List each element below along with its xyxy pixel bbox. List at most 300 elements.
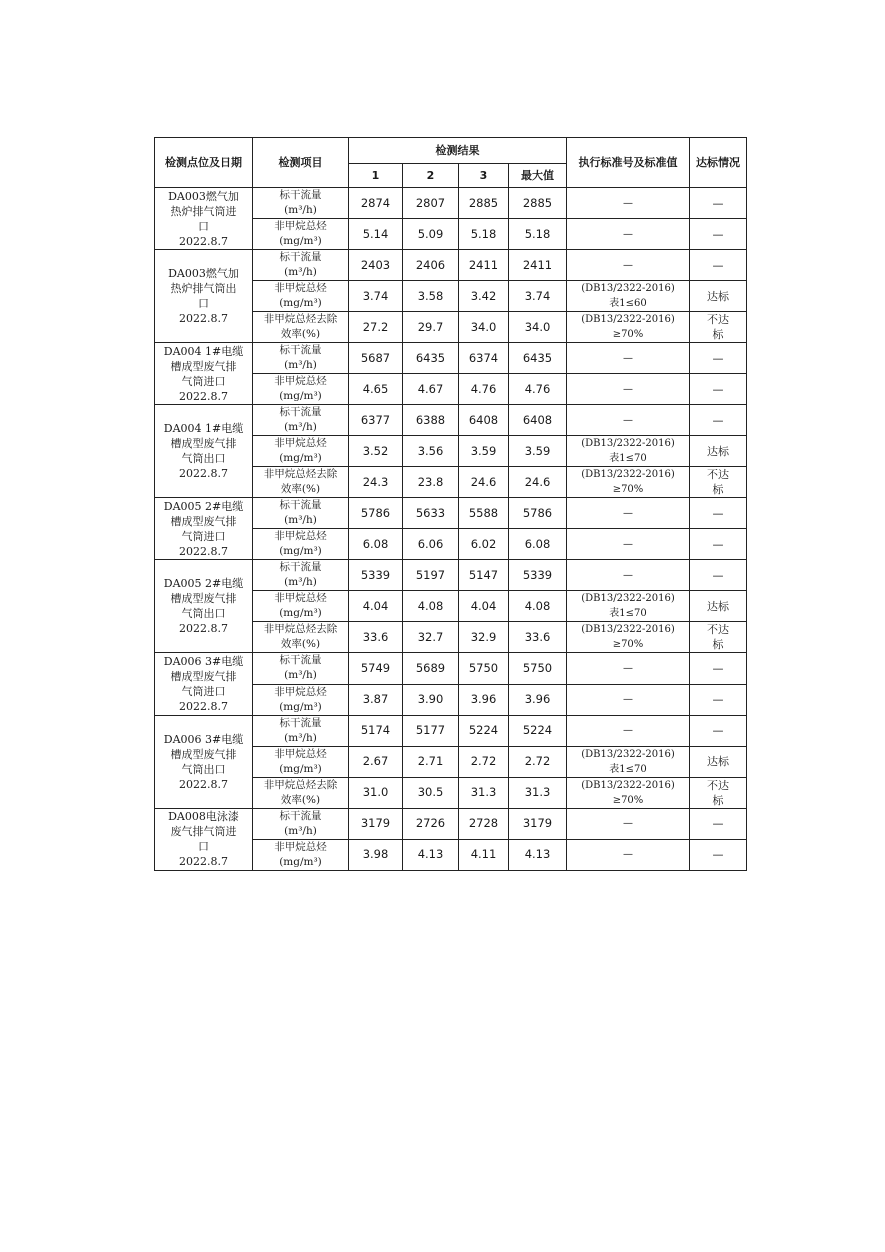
location-cell [155,808,253,870]
item-line: 标干流量 [279,561,322,574]
result-v3-cell: 5147 [459,560,509,591]
location-line: 气筒进口 [181,529,226,543]
result-v1-cell: 5687 [349,343,403,374]
standard-line: (DB13/2322-2016) [581,593,675,605]
table-row [155,405,747,436]
status-line: — [712,258,724,272]
item-line: (mg/m³) [279,452,322,465]
header-standard: 执行标准号及标准值 [567,138,690,188]
status-line: — [712,506,724,520]
status-cell [690,343,747,374]
status-line: — [712,568,724,582]
monitoring-results-table [154,137,747,871]
max-value-cell: 31.3 [509,777,567,808]
standard-line: (DB13/2322-2016) [581,779,675,791]
result-v2-cell: 5177 [403,715,459,746]
item-line: 效率(%) [280,793,321,806]
table-row [155,498,747,529]
standard-cell [567,312,690,343]
status-line: — [712,537,724,551]
standard-cell [567,467,690,498]
location-line: 槽成型废气排 [170,437,237,451]
item-cell [253,684,349,715]
item-line: (mg/m³) [279,855,322,868]
result-v1-cell: 3.52 [349,436,403,467]
standard-line: — [623,259,633,271]
item-line: (m³/h) [284,731,317,744]
standard-line: — [623,228,633,240]
status-line: — [712,413,724,427]
result-v1-cell: 4.04 [349,591,403,622]
item-line: 非甲烷总烃去除 [263,623,338,636]
result-v1-cell: 31.0 [349,777,403,808]
standard-line: ≥70% [612,794,644,806]
status-cell [690,839,747,870]
location-line: 口 [198,219,209,233]
item-line: (mg/m³) [279,607,322,620]
item-cell [253,219,349,250]
item-cell [253,405,349,436]
standard-line: ≥70% [612,639,644,651]
result-v1-cell: 5339 [349,560,403,591]
table-row [155,188,747,219]
item-cell [253,715,349,746]
status-line: 不达 [707,313,729,327]
standard-line: (DB13/2322-2016) [581,283,675,295]
standard-line: — [623,569,633,581]
standard-cell [567,219,690,250]
standard-cell [567,374,690,405]
status-cell [690,622,747,653]
max-value-cell: 24.6 [509,467,567,498]
result-v3-cell: 6408 [459,405,509,436]
item-line: 非甲烷总烃去除 [263,778,338,791]
status-cell [690,653,747,684]
result-v1-cell: 2403 [349,250,403,281]
item-line: (m³/h) [284,669,317,682]
result-v2-cell: 2726 [403,808,459,839]
location-cell [155,188,253,250]
location-line: 热炉排气筒进 [170,204,237,218]
item-line: (mg/m³) [279,297,322,310]
result-v3-cell: 4.76 [459,374,509,405]
result-v2-cell: 6.06 [403,529,459,560]
max-value-cell: 5224 [509,715,567,746]
result-v2-cell: 5689 [403,653,459,684]
result-v2-cell: 4.08 [403,591,459,622]
item-cell [253,808,349,839]
location-line: DA003燃气加 [168,189,239,203]
result-v1-cell: 3.87 [349,684,403,715]
result-v1-cell: 4.65 [349,374,403,405]
item-line: 标干流量 [279,344,322,357]
status-line: — [712,848,724,862]
result-v2-cell: 23.8 [403,467,459,498]
location-line: 热炉排气筒出 [170,282,237,296]
result-v1-cell: 24.3 [349,467,403,498]
location-line: 口 [198,297,209,311]
result-v2-cell: 5633 [403,498,459,529]
location-line: 废气排气筒进 [170,825,237,839]
max-value-cell: 2411 [509,250,567,281]
standard-line: 表1≤70 [609,608,647,620]
item-line: 非甲烷总烃 [274,375,327,388]
standard-cell [567,560,690,591]
item-cell [253,622,349,653]
location-line: DA005 2#电缆 [163,499,244,513]
item-line: 非甲烷总烃 [274,840,327,853]
status-cell [690,529,747,560]
standard-cell [567,591,690,622]
item-cell [253,374,349,405]
result-v3-cell: 6374 [459,343,509,374]
header-results: 检测结果 [349,138,567,164]
item-cell [253,436,349,467]
status-cell [690,684,747,715]
item-cell [253,467,349,498]
location-line: 槽成型废气排 [170,359,237,373]
status-cell [690,777,747,808]
status-cell [690,498,747,529]
result-v3-cell: 24.6 [459,467,509,498]
max-value-cell: 2.72 [509,746,567,777]
standard-line: — [623,849,633,861]
result-v3-cell: 5224 [459,715,509,746]
standard-line: — [623,352,633,364]
standard-line: — [623,507,633,519]
standard-cell [567,436,690,467]
result-v1-cell: 27.2 [349,312,403,343]
item-line: (mg/m³) [279,545,322,558]
header-run-2: 2 [403,164,459,188]
standard-line: — [623,694,633,706]
item-line: 非甲烷总烃 [274,437,327,450]
item-line: (m³/h) [284,576,317,589]
status-cell [690,560,747,591]
location-cell [155,498,253,560]
result-v2-cell: 6435 [403,343,459,374]
standard-line: 表1≤70 [609,763,647,775]
item-cell [253,529,349,560]
status-cell [690,281,747,312]
item-line: (mg/m³) [279,700,322,713]
item-cell [253,312,349,343]
standard-line: — [623,414,633,426]
max-value-cell: 33.6 [509,622,567,653]
location-line: 2022.8.7 [179,700,228,713]
status-line: — [712,724,724,738]
result-v2-cell: 5197 [403,560,459,591]
location-line: 口 [198,840,209,854]
item-cell [253,839,349,870]
location-line: 槽成型废气排 [170,592,237,606]
status-line: 达标 [707,444,729,458]
item-line: 非甲烷总烃 [274,747,327,760]
item-line: 标干流量 [279,251,322,264]
status-line: 不达 [707,468,729,482]
standard-cell [567,777,690,808]
result-v1-cell: 2874 [349,188,403,219]
location-line: DA003燃气加 [168,267,239,281]
result-v1-cell: 5174 [349,715,403,746]
max-value-cell: 4.08 [509,591,567,622]
location-line: 2022.8.7 [179,544,228,558]
status-line: — [712,661,724,675]
item-line: 标干流量 [279,406,322,419]
standard-line: (DB13/2322-2016) [581,438,675,450]
result-v2-cell: 3.58 [403,281,459,312]
result-v3-cell: 2.72 [459,746,509,777]
location-line: DA008电泳漆 [168,810,239,824]
status-cell [690,250,747,281]
location-line: DA006 3#电缆 [163,732,244,746]
status-line: — [712,196,724,210]
item-line: (m³/h) [284,204,317,217]
standard-line: — [623,197,633,209]
item-line: 非甲烷总烃去除 [263,313,338,326]
item-line: (m³/h) [284,514,317,527]
standard-line: (DB13/2322-2016) [581,748,675,760]
location-line: 2022.8.7 [179,234,228,248]
item-cell [253,498,349,529]
standard-cell [567,343,690,374]
item-line: 标干流量 [279,189,322,202]
item-line: 非甲烷总烃 [274,282,327,295]
standard-line: — [623,662,633,674]
standard-cell [567,715,690,746]
item-line: 非甲烷总烃去除 [263,468,338,481]
result-v2-cell: 5.09 [403,219,459,250]
max-value-cell: 3179 [509,808,567,839]
item-line: 效率(%) [280,638,321,651]
item-cell [253,746,349,777]
item-cell [253,591,349,622]
location-cell [155,653,253,715]
item-line: (mg/m³) [279,762,322,775]
item-line: (mg/m³) [279,235,322,248]
table-row [155,653,747,684]
status-cell [690,312,747,343]
standard-cell [567,529,690,560]
item-cell [253,250,349,281]
standard-cell [567,684,690,715]
result-v1-cell: 6377 [349,405,403,436]
status-line: 达标 [707,289,729,303]
location-line: 气筒出口 [181,452,226,466]
max-value-cell: 3.96 [509,684,567,715]
result-v1-cell: 2.67 [349,746,403,777]
result-v2-cell: 4.67 [403,374,459,405]
item-cell [253,560,349,591]
result-v3-cell: 3.42 [459,281,509,312]
standard-cell [567,281,690,312]
standard-cell [567,498,690,529]
result-v3-cell: 2885 [459,188,509,219]
standard-line: 表1≤60 [609,298,647,310]
result-v1-cell: 3.74 [349,281,403,312]
status-cell [690,374,747,405]
result-v2-cell: 3.56 [403,436,459,467]
item-line: (m³/h) [284,359,317,372]
status-cell [690,808,747,839]
result-v3-cell: 6.02 [459,529,509,560]
result-v3-cell: 32.9 [459,622,509,653]
result-v2-cell: 2807 [403,188,459,219]
result-v3-cell: 34.0 [459,312,509,343]
standard-cell [567,622,690,653]
result-v2-cell: 6388 [403,405,459,436]
result-v2-cell: 32.7 [403,622,459,653]
standard-line: — [623,818,633,830]
location-line: DA006 3#电缆 [163,655,244,668]
item-line: 效率(%) [280,328,321,341]
result-v2-cell: 30.5 [403,777,459,808]
standard-cell [567,808,690,839]
result-v3-cell: 2411 [459,250,509,281]
status-cell [690,188,747,219]
result-v2-cell: 29.7 [403,312,459,343]
location-line: 2022.8.7 [179,467,228,481]
location-line: 气筒出口 [181,607,226,621]
result-v1-cell: 33.6 [349,622,403,653]
max-value-cell: 3.59 [509,436,567,467]
table-row [155,560,747,591]
result-v1-cell: 3179 [349,808,403,839]
max-value-cell: 5786 [509,498,567,529]
standard-line: 表1≤70 [609,453,647,465]
status-line: 标 [712,793,724,807]
status-line: 达标 [707,755,729,769]
result-v1-cell: 5749 [349,653,403,684]
standard-cell [567,188,690,219]
standard-cell [567,250,690,281]
result-v1-cell: 6.08 [349,529,403,560]
result-v3-cell: 4.11 [459,839,509,870]
result-v3-cell: 2728 [459,808,509,839]
item-line: 标干流量 [279,654,322,667]
status-line: 不达 [707,778,729,792]
table-row [155,343,747,374]
item-cell [253,281,349,312]
status-line: — [712,351,724,365]
standard-line: ≥70% [612,329,644,341]
item-line: 非甲烷总烃 [274,685,327,698]
result-v1-cell: 5.14 [349,219,403,250]
location-line: DA005 2#电缆 [163,577,244,591]
max-value-cell: 5339 [509,560,567,591]
result-v1-cell: 3.98 [349,839,403,870]
max-value-cell: 5.18 [509,219,567,250]
item-line: 非甲烷总烃 [274,220,327,233]
standard-line: (DB13/2322-2016) [581,469,675,481]
result-v3-cell: 3.59 [459,436,509,467]
status-line: 标 [712,638,724,652]
standard-line: ≥70% [612,484,644,496]
standard-line: — [623,383,633,395]
item-line: 标干流量 [279,499,322,512]
item-line: (mg/m³) [279,390,322,403]
item-line: 非甲烷总烃 [274,592,327,605]
max-value-cell: 2885 [509,188,567,219]
standard-cell [567,839,690,870]
location-line: 2022.8.7 [179,389,228,403]
max-value-cell: 6435 [509,343,567,374]
status-cell [690,219,747,250]
item-line: (m³/h) [284,824,317,837]
status-line: — [712,227,724,241]
status-cell [690,467,747,498]
table-body [155,188,747,871]
location-line: 2022.8.7 [179,777,228,791]
status-line: 标 [712,328,724,342]
result-v2-cell: 4.13 [403,839,459,870]
item-line: 非甲烷总烃 [274,530,327,543]
location-line: 槽成型废气排 [170,514,237,528]
result-v2-cell: 2406 [403,250,459,281]
location-cell [155,560,253,653]
table-row [155,715,747,746]
location-cell [155,343,253,405]
location-line: 2022.8.7 [179,622,228,636]
max-value-cell: 3.74 [509,281,567,312]
status-cell [690,715,747,746]
item-cell [253,777,349,808]
max-value-cell: 5750 [509,653,567,684]
item-line: 标干流量 [279,809,322,822]
location-cell [155,405,253,498]
max-value-cell: 4.13 [509,839,567,870]
result-v2-cell: 2.71 [403,746,459,777]
standard-line: — [623,538,633,550]
header-max: 最大值 [509,164,567,188]
item-line: (m³/h) [284,421,317,434]
header-location: 检测点位及日期 [155,138,253,188]
item-line: 效率(%) [280,483,321,496]
max-value-cell: 6.08 [509,529,567,560]
header-status: 达标情况 [690,138,747,188]
table-row [155,808,747,839]
standard-cell [567,746,690,777]
item-cell [253,188,349,219]
table-row [155,250,747,281]
location-cell [155,715,253,808]
header-run-1: 1 [349,164,403,188]
status-line: — [712,693,724,707]
location-line: DA004 1#电缆 [163,344,244,358]
max-value-cell: 6408 [509,405,567,436]
item-cell [253,653,349,684]
location-line: 气筒进口 [181,374,226,388]
standard-cell [567,405,690,436]
status-line: 达标 [707,599,729,613]
header-run-3: 3 [459,164,509,188]
result-v3-cell: 4.04 [459,591,509,622]
item-cell [253,343,349,374]
status-cell [690,405,747,436]
location-cell [155,250,253,343]
result-v3-cell: 5750 [459,653,509,684]
status-cell [690,591,747,622]
standard-line: — [623,725,633,737]
item-line: 标干流量 [279,716,322,729]
location-line: 2022.8.7 [179,312,228,326]
location-line: DA004 1#电缆 [163,422,244,436]
result-v1-cell: 5786 [349,498,403,529]
location-line: 槽成型废气排 [170,670,237,683]
result-v3-cell: 5588 [459,498,509,529]
status-cell [690,436,747,467]
location-line: 气筒出口 [181,762,226,776]
